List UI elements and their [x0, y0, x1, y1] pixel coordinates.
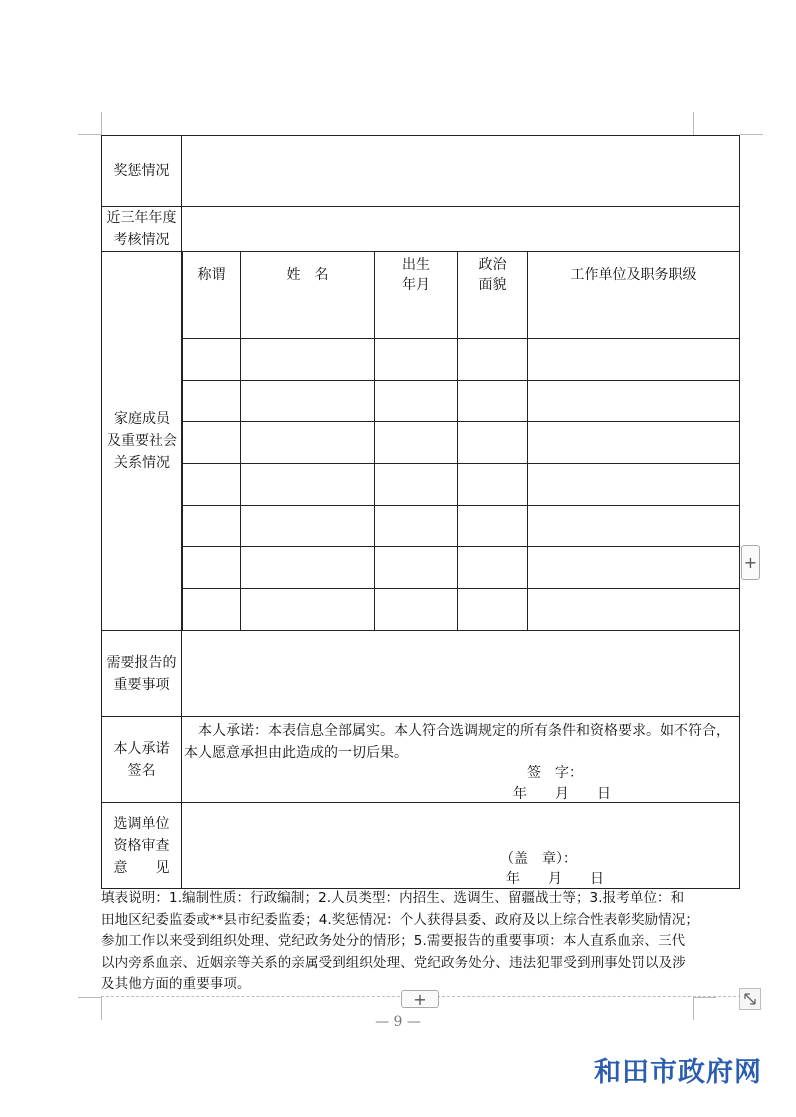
instruction-line: 及其他方面的重要事项。 — [101, 976, 251, 992]
awards-label: 奖惩情况 — [102, 136, 182, 207]
family-members-table — [182, 252, 739, 630]
crop-mark — [78, 134, 101, 135]
appraisal-field[interactable] — [182, 207, 740, 252]
add-column-button[interactable]: + — [741, 545, 760, 580]
resize-table-icon[interactable] — [739, 988, 761, 1010]
report-label-line: 需要报告的 — [106, 654, 177, 671]
promise-label-line: 签名 — [127, 762, 156, 779]
family-member-row — [183, 339, 740, 381]
crop-mark — [693, 997, 716, 998]
promise-field[interactable] — [182, 717, 740, 803]
family-member-cell[interactable] — [458, 339, 528, 381]
add-row-button[interactable]: + — [401, 990, 439, 1008]
family-header-employer: 工作单位及职务职级 — [528, 252, 740, 297]
family-member-cell[interactable] — [183, 547, 241, 589]
family-member-cell[interactable] — [458, 422, 528, 464]
crop-mark — [101, 997, 102, 1020]
appraisal-label-line: 近三年年度 — [106, 210, 177, 226]
family-member-cell[interactable] — [183, 588, 241, 630]
crop-mark — [740, 134, 763, 135]
family-label-line: 家庭成员 — [114, 411, 170, 427]
awards-field[interactable] — [182, 136, 740, 207]
family-member-cell[interactable] — [528, 297, 740, 339]
watermark-logo: 和田市政府网 — [594, 1057, 762, 1088]
promise-statement-line: 本人愿意承担由此造成的一切后果。 — [184, 745, 408, 761]
family-member-cell[interactable] — [458, 588, 528, 630]
report-label — [102, 631, 182, 717]
family-member-cell[interactable] — [183, 505, 241, 547]
family-member-cell[interactable] — [458, 505, 528, 547]
family-label-cell — [102, 252, 182, 631]
family-member-cell[interactable] — [183, 380, 241, 422]
family-label-line: 及重要社会 — [107, 433, 177, 449]
report-field[interactable] — [182, 631, 740, 717]
crop-mark — [693, 997, 694, 1020]
family-member-row — [183, 297, 740, 339]
promise-label-line: 本人承诺 — [113, 740, 170, 757]
review-label-line: 选调单位 — [113, 815, 170, 832]
appraisal-label-line: 考核情况 — [113, 232, 170, 248]
filling-instructions — [101, 888, 741, 997]
family-member-cell[interactable] — [183, 463, 241, 505]
instruction-line: 填表说明：1.编制性质：行政编制；2.人员类型：内招生、选调生、留疆战士等；3.报考单位：和 — [101, 890, 685, 906]
family-member-cell[interactable] — [458, 297, 528, 339]
family-member-cell[interactable] — [458, 547, 528, 589]
family-member-row — [183, 380, 740, 422]
instruction-line: 田地区纪委监委或**县市纪委监委；4.奖惩情况：个人获得县委、政府及以上综合性表彰奖励情况； — [101, 911, 699, 928]
instruction-line: 以内旁系血亲、近姻亲等关系的亲属受到组织处理、党纪政务处分、违法犯罪受到刑事处罚以及涉 — [101, 954, 686, 971]
review-label-line: 意 见 — [113, 859, 170, 876]
family-member-cell[interactable] — [528, 588, 740, 630]
family-member-cell[interactable] — [183, 339, 241, 381]
family-member-cell[interactable] — [241, 505, 375, 547]
crop-mark — [693, 112, 694, 135]
family-member-cell[interactable] — [375, 380, 458, 422]
family-member-cell[interactable] — [528, 422, 740, 464]
signature-label: 签 字： — [527, 765, 583, 781]
family-member-cell[interactable] — [241, 463, 375, 505]
family-member-cell[interactable] — [183, 422, 241, 464]
family-member-cell[interactable] — [241, 422, 375, 464]
registration-form-table — [101, 135, 740, 889]
family-member-cell[interactable] — [375, 463, 458, 505]
family-member-cell[interactable] — [528, 339, 740, 381]
family-member-cell[interactable] — [241, 547, 375, 589]
family-label-line: 关系情况 — [114, 455, 170, 471]
family-member-cell[interactable] — [458, 380, 528, 422]
review-label — [102, 803, 182, 889]
family-header-row — [183, 252, 740, 297]
family-header-birth: 出生 年月 — [375, 252, 458, 297]
family-member-cell[interactable] — [241, 297, 375, 339]
crop-mark — [78, 997, 101, 998]
crop-mark — [101, 112, 102, 135]
review-date: 年 月 日 — [506, 871, 604, 887]
family-member-row — [183, 463, 740, 505]
family-member-cell[interactable] — [528, 463, 740, 505]
family-member-cell[interactable] — [375, 588, 458, 630]
family-member-row — [183, 547, 740, 589]
signature-date: 年 月 日 — [513, 786, 611, 802]
family-member-cell[interactable] — [458, 463, 528, 505]
family-header-politics: 政治 面貌 — [458, 252, 528, 297]
family-member-cell[interactable] — [375, 339, 458, 381]
family-member-cell[interactable] — [183, 297, 241, 339]
family-member-cell[interactable] — [375, 422, 458, 464]
promise-statement-line: 本人承诺：本表信息全部属实。本人符合选调规定的所有条件和资格要求。如不符合， — [198, 723, 730, 739]
family-label — [102, 252, 182, 630]
instruction-line: 参加工作以来受到组织处理、党纪政务处分的情形；5.需要报告的重要事项：本人直系血亲、三代 — [101, 933, 686, 949]
report-label-line: 重要事项 — [113, 676, 170, 693]
page-number: — 9 — — [375, 1014, 421, 1030]
family-member-cell[interactable] — [375, 505, 458, 547]
family-member-row — [183, 505, 740, 547]
seal-label: （盖 章）： — [500, 851, 577, 867]
family-member-row — [183, 422, 740, 464]
family-member-cell[interactable] — [375, 297, 458, 339]
family-member-cell[interactable] — [241, 380, 375, 422]
family-member-cell[interactable] — [528, 505, 740, 547]
family-header-name: 姓 名 — [241, 252, 375, 297]
promise-label — [102, 717, 182, 803]
appraisal-label — [102, 207, 182, 252]
review-field[interactable] — [182, 803, 740, 889]
family-member-cell[interactable] — [528, 547, 740, 589]
family-member-cell[interactable] — [375, 547, 458, 589]
family-member-row — [183, 588, 740, 630]
review-label-line: 资格审查 — [113, 837, 170, 854]
family-member-cell[interactable] — [241, 588, 375, 630]
family-member-cell[interactable] — [241, 339, 375, 381]
family-member-cell[interactable] — [528, 380, 740, 422]
family-header-relation: 称谓 — [183, 252, 241, 297]
